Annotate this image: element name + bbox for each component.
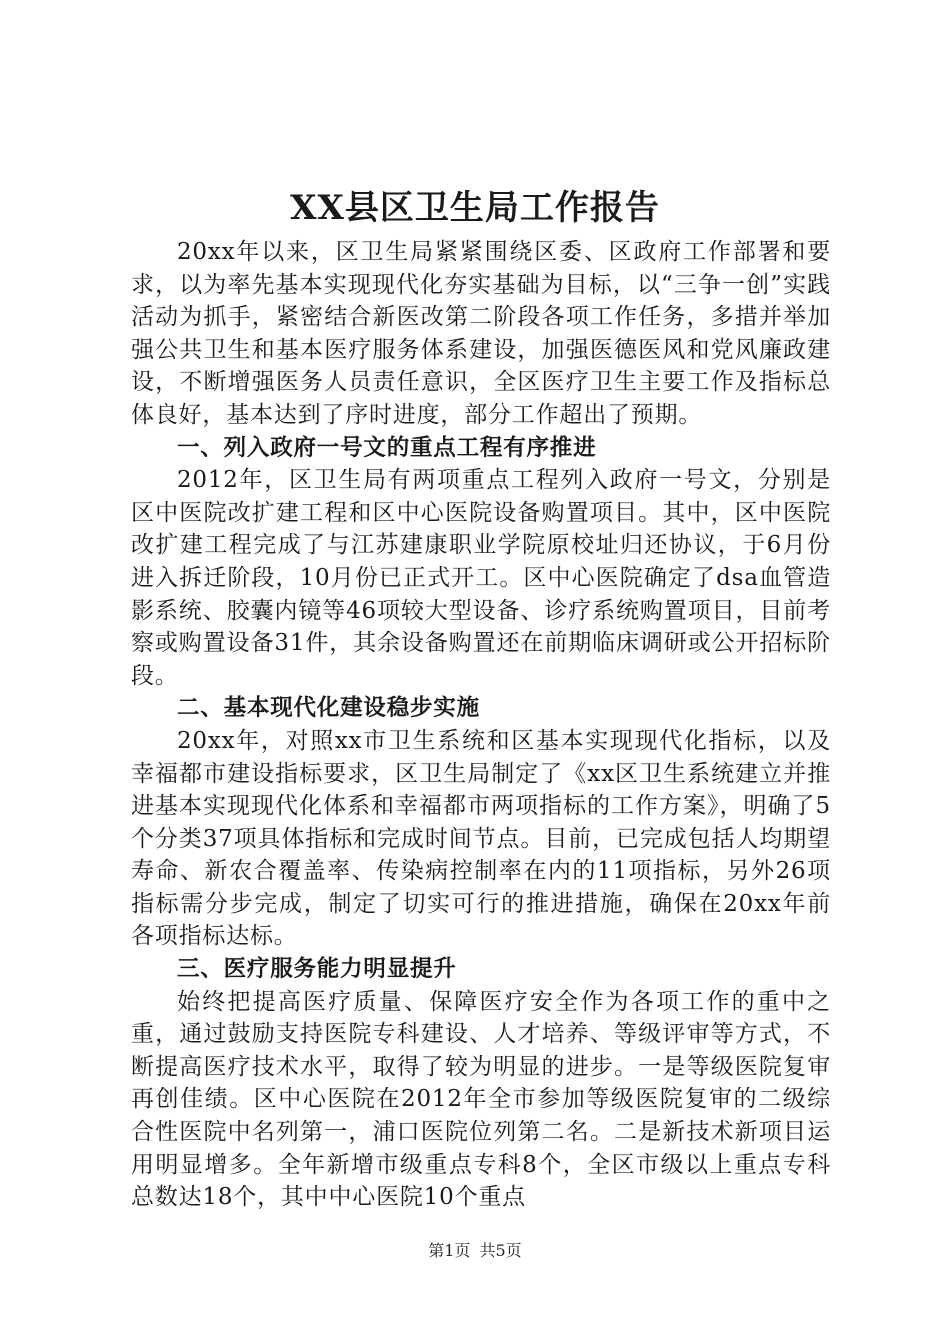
page-footer <box>0 1238 950 1261</box>
section-heading-3: 三、医疗服务能力明显提升 <box>177 956 457 983</box>
section-2-paragraph: 20xx年，对照xx市卫生系统和区基本实现现代化指标，以及幸福都市建设指标要求，区卫生局制定了《xx区卫生系统建立并推进基本实现现代化体系和幸福都市两项指标的工作方案》，明确了5个分类37项具体指标和完成时间节点。目前，已完成包括人均期望寿命、新农合覆盖率、传染病控制率在内的11项指标，另外26项指标需分步完成，制定了切实可行的推进措施，确保在20xx年前各项指标达标。 <box>131 727 831 950</box>
document-title: XX县区卫生局工作报告 <box>290 188 660 228</box>
section-3-paragraph: 始终把提高医疗质量、保障医疗安全作为各项工作的重中之重，通过鼓励支持医院专科建设、人才培养、等级评审等方式，不断提高医疗技术水平，取得了较为明显的进步。一是等级医院复审再创佳绩。区中心医院在2012年全市参加等级医院复审的二级综合性医院中名列第一，浦口医院位列第二名。二是新技术新项目运用明显增多。全年新增市级重点专科8个，全区市级以上重点专科总数达18个，其中中心医院10个重点 <box>131 988 831 1211</box>
page-total: 共5页 <box>479 1241 522 1260</box>
section-1-paragraph: 2012年，区卫生局有两项重点工程列入政府一号文，分别是区中医院改扩建工程和区中心医院设备购置项目。其中，区中医院改扩建工程完成了与江苏建康职业学院原校址归还协议，于6月份进入拆迁阶段，10月份已正式开工。区中心医院确定了dsa血管造影系统、胶囊内镜等46项较大型设备、诊疗系统购置项目，目前考察或购置设备31件，其余设备购置还在前期临床调研或公开招标阶段。 <box>131 467 831 689</box>
section-heading-2: 二、基本现代化建设稳步实施 <box>177 695 480 722</box>
document-body <box>131 236 831 1214</box>
intro-paragraph: 20xx年以来，区卫生局紧紧围绕区委、区政府工作部署和要求，以为率先基本实现现代化夯实基础为目标，以“三争一创”实践活动为抓手，紧密结合新医改第二阶段各项工作任务，多措并举加强公共卫生和基本医疗服务体系建设，加强医德医风和党风廉政建设，不断增强医务人员责任意识，全区医疗卫生主要工作及指标总体良好，基本达到了序时进度，部分工作超出了预期。 <box>131 239 831 428</box>
page-number: 第1页 <box>428 1241 471 1260</box>
section-heading-1: 一、列入政府一号文的重点工程有序推进 <box>177 434 597 461</box>
